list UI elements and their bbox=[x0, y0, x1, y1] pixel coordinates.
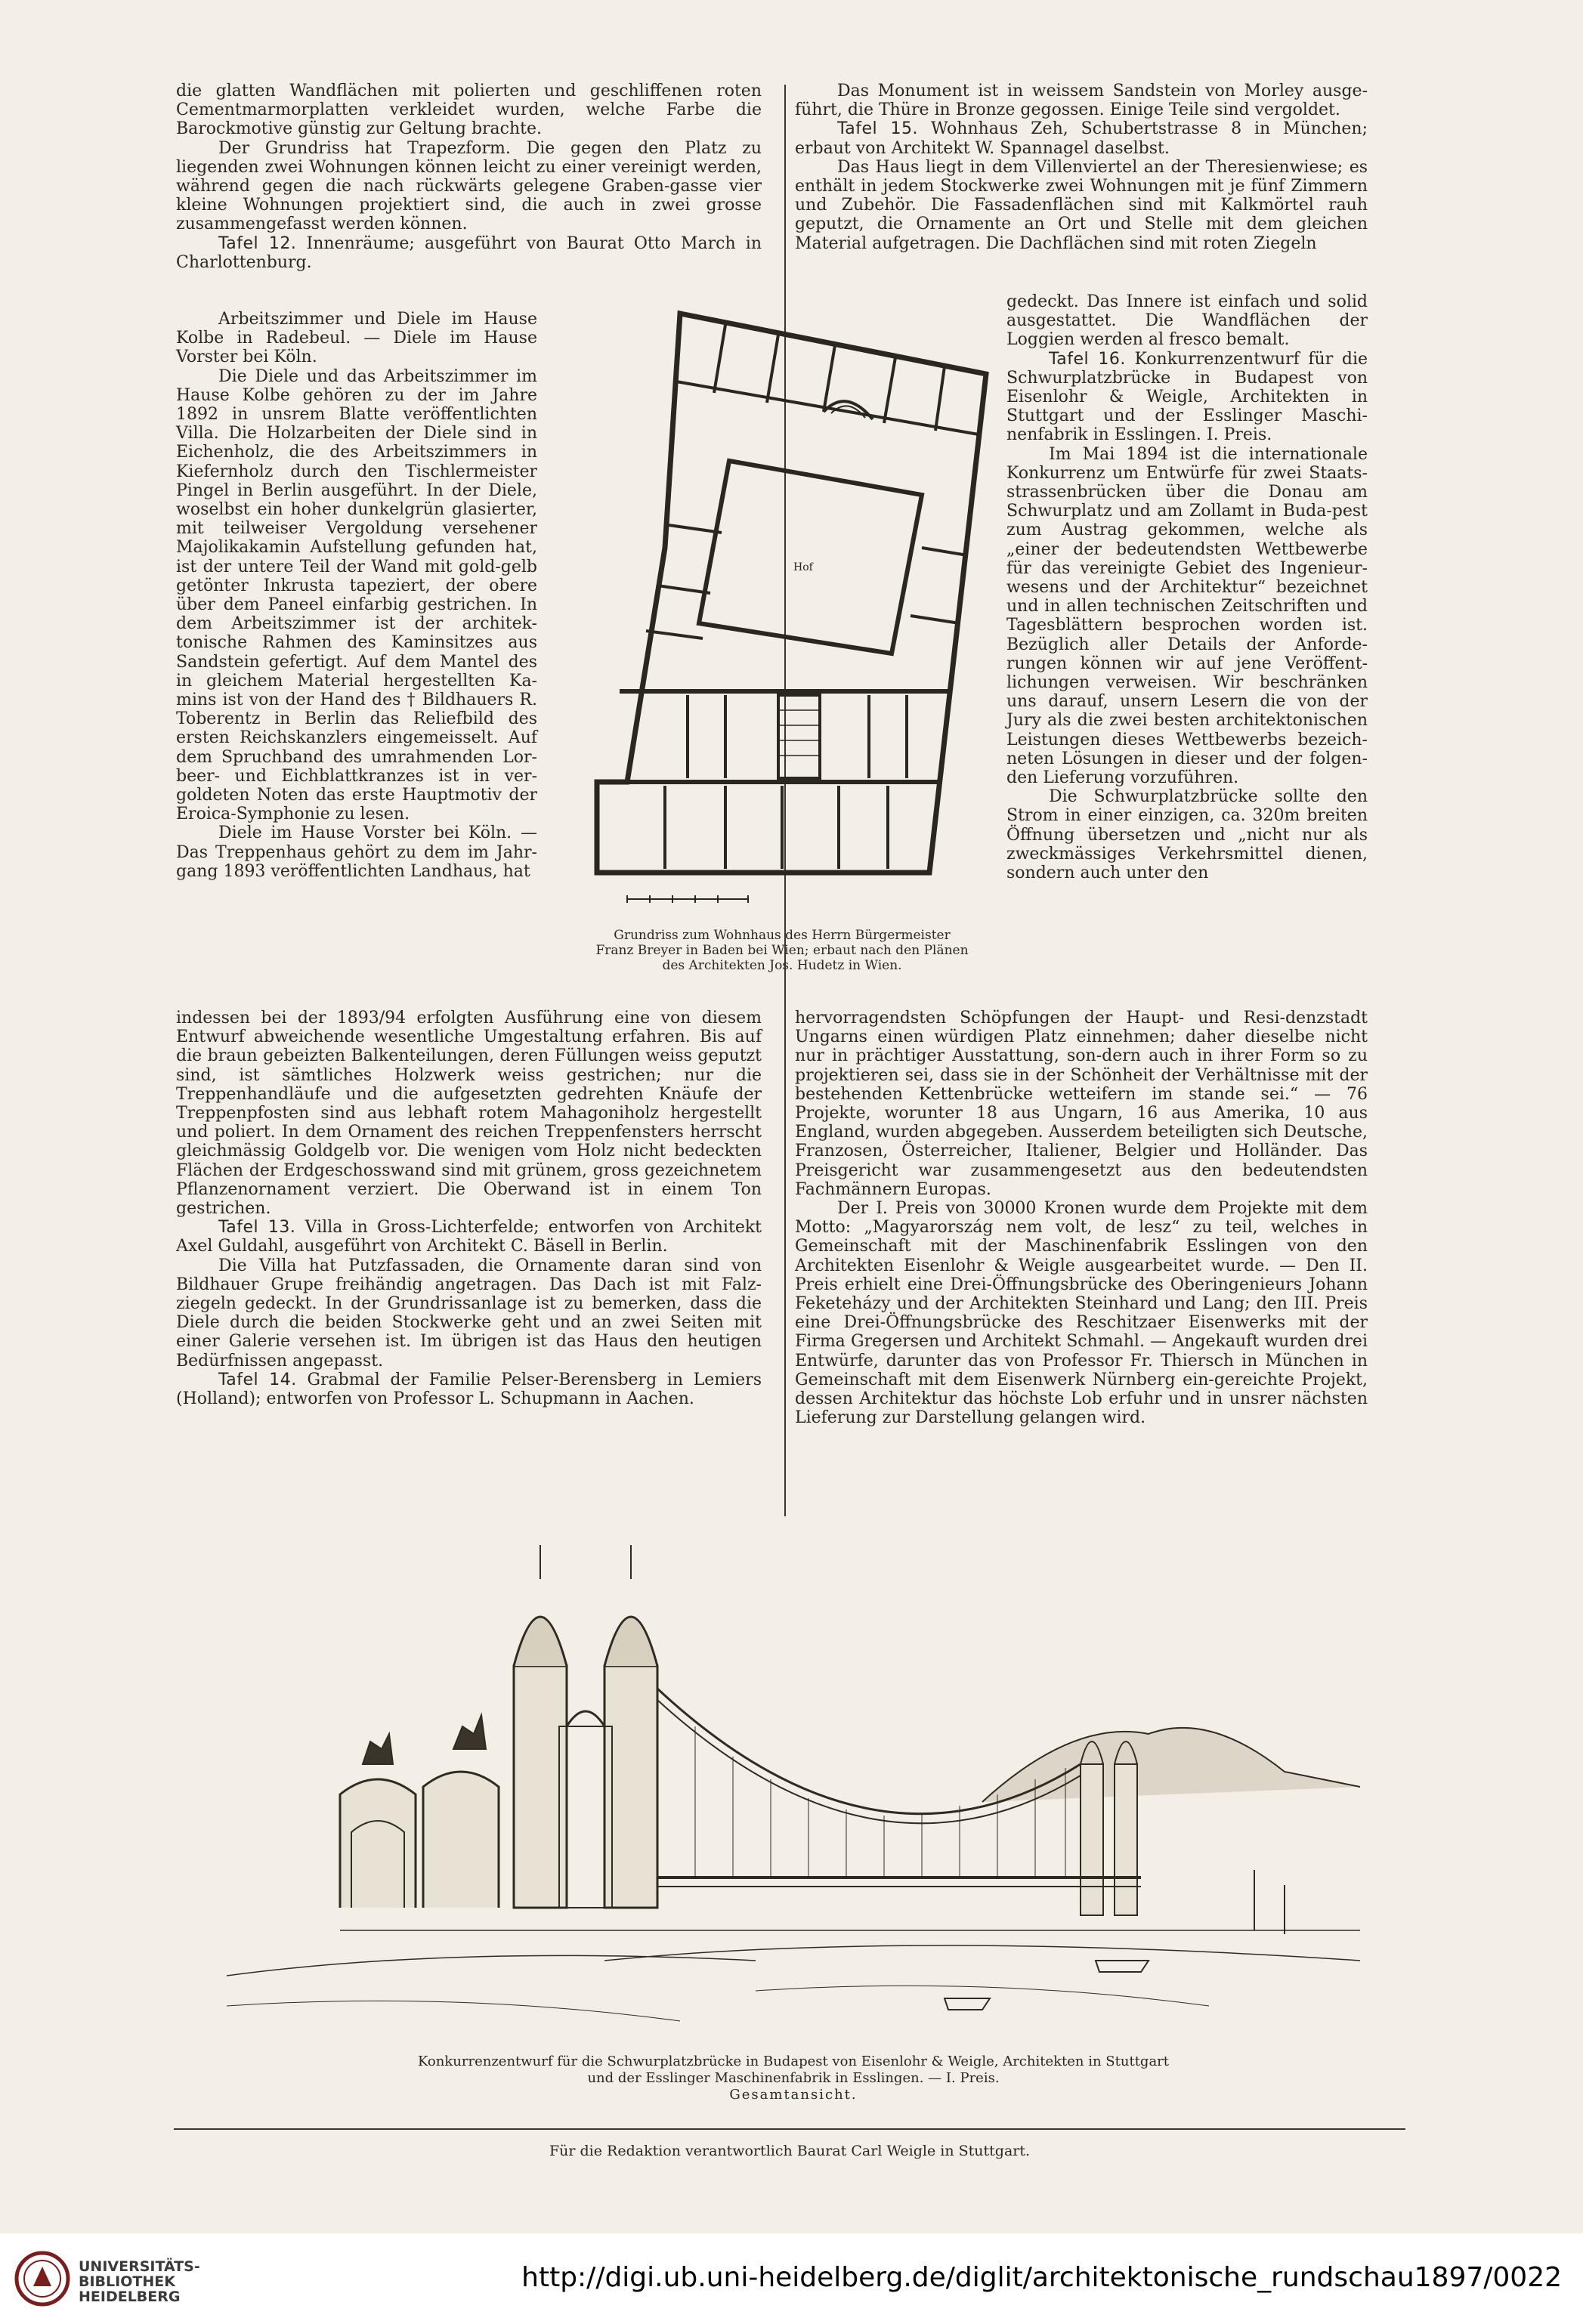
footer-divider bbox=[174, 2128, 1405, 2130]
tafel-label: Tafel 15. bbox=[837, 119, 919, 139]
caption-line: Franz Breyer in Baden bei Wien; erbaut nach den Plänen bbox=[595, 943, 969, 958]
tafel-text: Wohnhaus Zeh, Schubertstrasse 8 in München; erbaut von Architekt W. Spannagel daselbst. bbox=[795, 119, 1368, 158]
paragraph: Im Mai 1894 ist die internationale Konkurrenz um Entwürfe für zwei Staats-strassenbrücken über die Donau am Schwurplatz und am Zollamt in Buda-pest zum Austrag gekommen, welche als „einer der bedeutendsten Wettbewerbe für das vereinigte Gebiet des Ingenieur-wesens und der Architektur“ bezeichnet und in allen technischen Zeitschriften und Tagesblättern besprochen worden ist. Bezüglich aller Details der Anforde-rungen können wir auf jene Veröffent-lichungen verweisen. Wir beschränken uns darauf, unsern Lesern die von der Jury als die zwei besten architektonischen Leistungen dieses Wettbewerbs bezeich-neten Lösungen in dieser und der folgen-den Lieferung vorzuführen. bbox=[1006, 444, 1368, 788]
tafel-label: Tafel 16. bbox=[1049, 349, 1126, 369]
caption-line: des Architekten Jos. Hudetz in Wien. bbox=[662, 958, 902, 973]
library-name bbox=[79, 2259, 200, 2304]
university-seal-icon bbox=[14, 2250, 71, 2307]
tafel-14-entry bbox=[176, 1371, 762, 1408]
library-line: HEIDELBERG bbox=[79, 2288, 181, 2305]
floor-plan-drawing bbox=[574, 298, 997, 910]
right-column-bottom bbox=[795, 1009, 1368, 1427]
library-line: BIBLIOTHEK bbox=[79, 2273, 175, 2290]
right-column-top bbox=[795, 82, 1368, 253]
left-column-bottom bbox=[176, 1009, 762, 1408]
tafel-16-entry bbox=[1006, 350, 1368, 445]
court-label: Hof bbox=[793, 561, 813, 573]
paragraph: Der I. Preis von 30000 Kronen wurde dem Projekte mit dem Motto: „Magyarország nem volt, de lesz“ zu teil, welches in Gemeinschaft mit der Maschinenfabrik Esslingen von den Architekten Eisenlohr & Weigle ausgearbeitet wurde. — Den II. Preis erhielt eine Drei-Öffnungsbrücke des Oberingenieurs Johann Feketeházy und der Architekten Steinhard und Lang; den III. Preis eine Drei-Öffnungsbrücke des Reschitzaer Eisenwerks mit der Firma Gregersen und Architekt Schmahl. — Angekauft wurden drei Entwürfe, darunter das von Professor Fr. Thiersch in München in Gemeinschaft mit dem Eisenwerk Nürnberg ein-gereichte Projekt, dessen Architektur das höchste Lob erfuhr und in unsrer nächsten Lieferung zur Darstellung gelangen wird. bbox=[795, 1199, 1368, 1428]
caption-line: und der Esslinger Maschinenfabrik in Esslingen. — I. Preis. bbox=[587, 2070, 1000, 2086]
paragraph: Der Grundriss hat Trapezform. Die gegen den Platz zu liegenden zwei Wohnungen können leicht zu einer vereinigt werden, während gegen die nach rückwärts gelegene Graben-gasse vier kleine Wohnungen projektiert sind, die auch in zwei grosse zusammengefasst werden können. bbox=[176, 138, 762, 234]
caption-line: Grundriss zum Wohnhaus des Herrn Bürgermeister bbox=[614, 928, 951, 943]
right-column-narrow bbox=[1006, 292, 1368, 882]
tafel-label: Tafel 12. bbox=[218, 233, 297, 253]
tafel-text: Grabmal der Familie Pelser-Berensberg in Lemiers (Holland); entworfen von Professor L. Schupmann in Aachen. bbox=[176, 1370, 762, 1409]
tafel-text: Konkurrenzentwurf für die Schwurplatzbrücke in Budapest von Eisenlohr & Weigle, Architekten in Stuttgart und der Esslinger Maschi-nenfabrik in Esslingen. I. Preis. bbox=[1006, 349, 1368, 445]
paragraph: Die Villa hat Putzfassaden, die Ornamente daran sind von Bildhauer Grupe freihändig angetragen. Das Dach ist mit Falz-ziegeln gedeckt. In der Grundrissanlage ist zu bemerken, dass die Diele durch die beiden Stockwerke geht und an zwei Seiten mit einer Galerie versehen ist. Im übrigen ist das Haus den heutigen Bedürfnissen angepasst. bbox=[176, 1256, 762, 1371]
tafel-label: Tafel 14. bbox=[218, 1370, 297, 1389]
paragraph: gedeckt. Das Innere ist einfach und solid ausgestattet. Die Wandflächen der Loggien werden al fresco bemalt. bbox=[1006, 292, 1368, 350]
floor-plan-caption bbox=[552, 928, 1013, 973]
paragraph: hervorragendsten Schöpfungen der Haupt- und Resi-denzstadt Ungarns einen würdigen Platz einnehmen; daher dieselbe nicht nur in prächtiger Ausstattung, son-dern auch in ihrer Form so zu projektieren sei, dass sie in der Schönheit der Verhältnisse mit der bestehenden Kettenbrücke wetteifern im stande sei.“ — 76 Projekte, worunter 18 aus Ungarn, 16 aus Amerika, 10 aus England, wurden abgegeben. Ausserdem beteiligten sich Deutsche, Franzosen, Österreicher, Italiener, Belgier und Holländer. Das Preisgericht war zusammengesetzt aus den bedeutendsten Fachmännern Europas. bbox=[795, 1009, 1368, 1199]
caption-line: Konkurrenzentwurf für die Schwurplatzbrücke in Budapest von Eisenlohr & Weigle, Architekten in Stuttgart bbox=[417, 2054, 1170, 2069]
tafel-12-entry bbox=[176, 234, 762, 272]
paragraph: die glatten Wandflächen mit polierten und geschliffenen roten Cementmarmorplatten verkleidet wurden, welche Farbe die Barockmotive günstig zur Geltung brachte. bbox=[176, 82, 762, 139]
bridge-illustration bbox=[227, 1537, 1360, 2036]
tafel-label: Tafel 13. bbox=[218, 1218, 296, 1238]
left-column-top bbox=[176, 82, 762, 272]
tafel-13-entry bbox=[176, 1218, 762, 1256]
paragraph: Die Diele und das Arbeitszimmer im Hause Kolbe gehören zu der im Jahre 1892 in unsrem Blatte veröffentlichten Villa. Die Holzarbeiten der Diele sind in Eichenholz, die des Arbeitszimmers in Kiefernholz durch den Tischlermeister Pingel in Berlin ausgeführt. In der Diele, woselbst ein hoher dunkelgrün glasierter, mit teilweiser Vergoldung versehener Majolikakamin Aufstellung gefunden hat, ist der untere Teil der Wand mit gold-gelb getönter Inkrusta tapeziert, der obere über dem Paneel einfarbig gestrichen. In dem Arbeitszimmer ist der architek-tonische Rahmen des Kaminsitzes aus Sandstein gefertigt. Auf dem Mantel des in gleichem Material hergestellten Ka-mins ist von der Hand des † Bildhauers R. Toberentz in Berlin das Reliefbild des ersten Reichskanzlers eingemeisselt. Auf dem Spruchband des umrahmenden Lor-beer- und Eichblattkranzes ist in ver-goldeten Noten das erste Hauptmotiv der Eroica-Symphonie zu lesen. bbox=[176, 366, 537, 824]
left-column-narrow bbox=[176, 310, 537, 881]
paragraph: Das Monument ist in weissem Sandstein von Morley ausge-führt, die Thüre in Bronze gegossen. Einige Teile sind vergoldet. bbox=[795, 82, 1368, 120]
tafel-15-entry bbox=[795, 119, 1368, 157]
paragraph: Arbeitszimmer und Diele im Hause Kolbe in Radebeul. — Diele im Hause Vorster bei Köln. bbox=[176, 310, 537, 367]
editor-note: Für die Redaktion verantwortlich Baurat Carl Weigle in Stuttgart. bbox=[549, 2143, 1031, 2159]
bridge-caption bbox=[227, 2054, 1360, 2103]
caption-line: Gesamtansicht. bbox=[729, 2087, 858, 2103]
paragraph: indessen bei der 1893/94 erfolgten Ausführung eine von diesem Entwurf abweichende wesentliche Umgestaltung erfahren. Bis auf die braun gebeizten Balkenteilungen, deren Füllungen weiss geputzt sind, ist sämtliches Holzwerk weiss gestrichen; nur die Treppenhandläufe und die aufgesetzten gedrehten Knäufe der Treppenpfosten sind aus lebhaft rotem Mahagoniholz hergestellt und poliert. In dem Ornament des reichen Treppenfensters herrscht gleichmässig Goldgelb vor. Die wenigen vom Holz nicht bedeckten Flächen der Erdgeschosswand sind mit grünem, gross gezeichnetem Pflanzenornament verziert. Die Oberwand ist in einem Ton gestrichen. bbox=[176, 1009, 762, 1219]
paragraph: Diele im Hause Vorster bei Köln. — Das Treppenhaus gehört zu dem im Jahr-gang 1893 veröffentlichten Landhaus, hat bbox=[176, 824, 537, 881]
tafel-text: Innenräume; ausgeführt von Baurat Otto March in Charlottenburg. bbox=[176, 233, 762, 272]
tafel-text: Villa in Gross-Lichterfelde; entworfen von Architekt Axel Guldahl, ausgeführt von Architekt C. Bäsell in Berlin. bbox=[176, 1218, 762, 1256]
paragraph: Die Schwurplatzbrücke sollte den Strom in einer einzigen, ca. 320m breiten Öffnung übersetzen und „nicht nur als zweckmässiges Verkehrsmittel dienen, sondern auch unter den bbox=[1006, 787, 1368, 883]
paragraph: Das Haus liegt in dem Villenviertel an der Theresienwiese; es enthält in jedem Stockwerke zwei Wohnungen mit je fünf Zimmern und Zubehör. Die Fassadenflächen sind mit Kalkmörtel rauh geputzt, die Ornamente an Ort und Stelle mit dem gleichen Material aufgetragen. Die Dachflächen sind mit roten Ziegeln bbox=[795, 157, 1368, 253]
source-url-link[interactable]: http://digi.ub.uni-heidelberg.de/diglit/architektonische_rundschau1897/0022 bbox=[521, 2262, 1562, 2293]
library-line: UNIVERSITÄTS- bbox=[79, 2258, 200, 2275]
